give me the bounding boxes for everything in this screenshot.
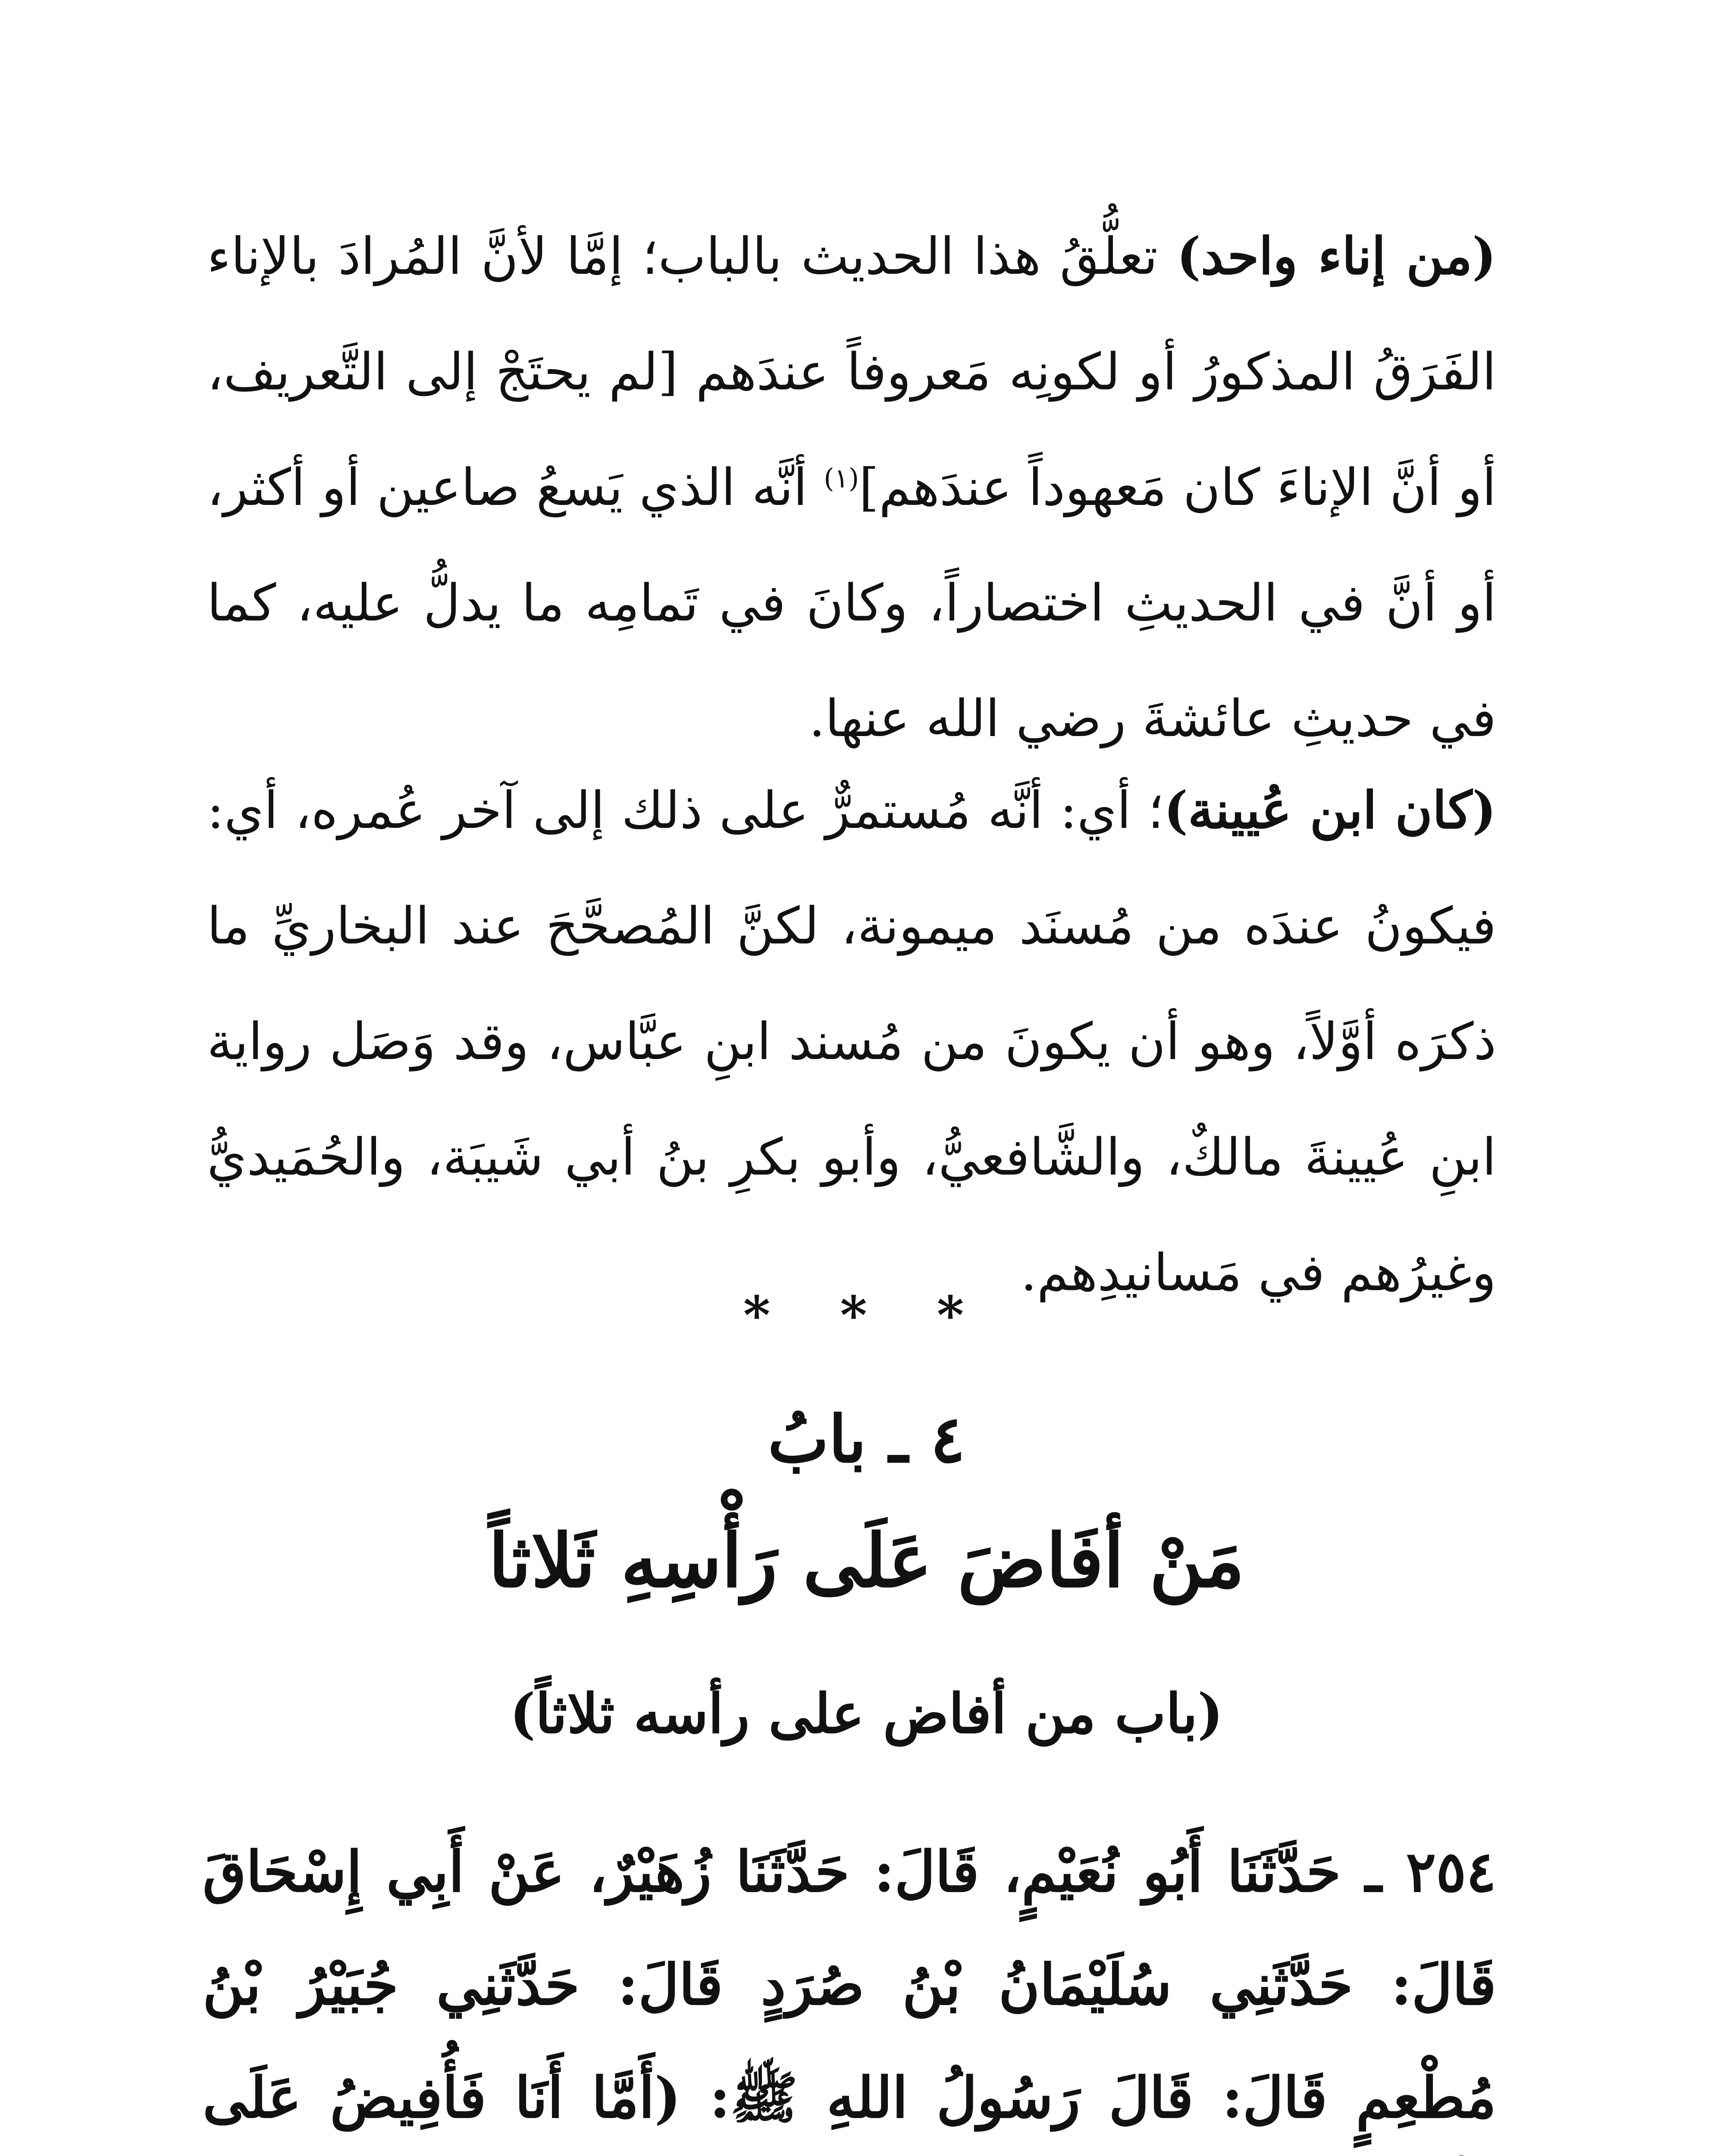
footnote-reference-mark: (١) bbox=[824, 462, 859, 494]
chapter-number: ٤ ـ بابُ bbox=[768, 1401, 965, 1477]
paragraph-2-lead: (كان ابن عُيينة) bbox=[1164, 780, 1496, 840]
paragraph-1-text-after-ref: أنَّه الذي يَسعُ صاعين أو أكثر، أو أنَّ في الحديثِ اختصاراً، وكانَ في تَمامِه ما يدلُّ عليه، كما في حديثِ عائشةَ رضي الله عنها. bbox=[207, 458, 1496, 748]
section-separator: * * * bbox=[743, 1285, 990, 1346]
paragraph-1-text-before-ref: تعلُّقُ هذا الحديث بالباب؛ إمَّا لأنَّ المُرادَ بالإناء الفَرَقُ المذكورُ أو لكونِه مَعروفاً عندَهم [لم يحتَجْ إلى التَّعريف، أو أنَّ الإناءَ كان مَعهوداً عندَهم] bbox=[207, 226, 1496, 517]
commentary-paragraph-2 bbox=[207, 752, 1496, 1330]
paragraph-2-text: ؛ أي: أنَّه مُستمرٌّ على ذلك إلى آخر عُمره، أي: فيكونُ عندَه من مُسنَد ميمونة، لكنَّ المُصحَّحَ عند البخاريِّ ما ذكرَه أوَّلاً، وهو أن يكونَ من مُسند ابنِ عبَّاس، وقد وَصَل رواية ابنِ عُيينةَ مالكٌ، والشَّافعيُّ، وأبو بكرِ بنُ أبي شَيبَة، والحُمَيديُّ وغيرُهم في مَسانيدِهم. bbox=[207, 780, 1496, 1302]
commentary-paragraph-1 bbox=[207, 198, 1496, 776]
paragraph-1-lead: (من إناء واحد) bbox=[1176, 226, 1496, 286]
chapter-subtitle: (باب من أفاض على رأسه ثلاثاً) bbox=[510, 1682, 1223, 1745]
chapter-title: مَنْ أفَاضَ عَلَى رَأْسِهِ ثَلاثاً bbox=[488, 1518, 1245, 1604]
hadith-text: ٢٥٤ ـ حَدَّثَنَا أَبُو نُعَيْمٍ، قَالَ: حَدَّثَنَا زُهَيْرٌ، عَنْ أَبِي إِسْحَاقَ قَالَ: حَدَّثَنِي سُلَيْمَانُ بْنُ صُرَدٍ قَالَ: حَدَّثَنِي جُبَيْرُ بْنُ مُطْعِمٍ قَالَ: قَالَ رَسُولُ اللهِ ﷺ: (أَمَّا أَنَا فَأُفِيضُ عَلَى bbox=[203, 1839, 1496, 2131]
